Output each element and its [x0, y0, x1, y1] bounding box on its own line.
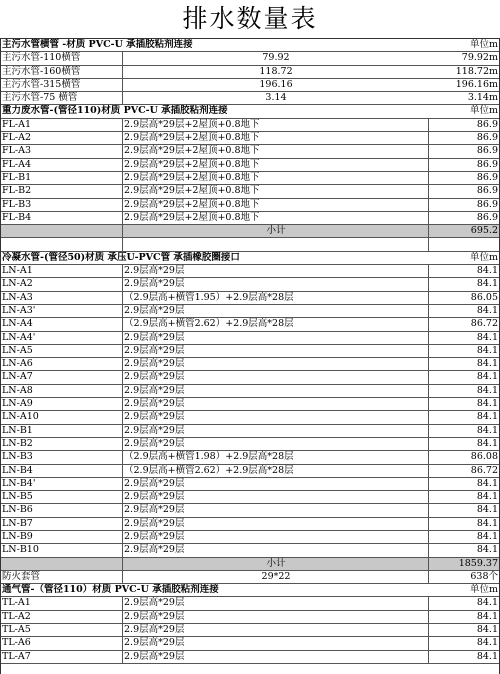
formula-cell: 2.9层高*29层	[124, 411, 185, 423]
table-row[interactable]	[0, 305, 500, 318]
quantity-cell: 3.14m	[467, 92, 498, 104]
column-divider	[428, 597, 429, 609]
column-divider	[428, 318, 429, 330]
section-title: 通气管-（管径110）材质 PVC-U 承插胶粘剂连接	[2, 584, 219, 596]
formula-cell: 2.9层高*29层+2屋顶+0.8地下	[124, 145, 260, 157]
extra-row[interactable]	[0, 571, 500, 584]
item-code: LN-B1	[2, 424, 33, 436]
table-row[interactable]	[0, 611, 500, 624]
quantity-cell: 84.1	[476, 650, 498, 662]
table-row[interactable]	[0, 438, 500, 451]
column-divider	[122, 265, 123, 277]
column-divider	[428, 637, 429, 649]
column-divider	[122, 92, 123, 104]
unit-label: 单位m	[469, 39, 498, 50]
quantity-cell: 118.72m	[455, 65, 498, 77]
column-divider	[122, 292, 123, 304]
item-code: FL-A4	[2, 158, 32, 170]
section-header[interactable]	[0, 252, 500, 265]
column-divider	[428, 358, 429, 370]
item-code: FL-B1	[2, 171, 32, 183]
column-divider	[122, 212, 123, 224]
quantity-cell: 84.1	[476, 265, 498, 277]
column-divider	[428, 145, 429, 157]
table-row[interactable]	[0, 92, 500, 105]
table-row[interactable]	[0, 119, 500, 132]
column-divider	[122, 278, 123, 290]
item-code: TL-A7	[2, 650, 31, 662]
quantity-cell: 84.1	[476, 477, 498, 489]
column-divider	[122, 358, 123, 370]
formula-cell: （2.9层高+横管2.62）+2.9层高*28层	[124, 318, 294, 330]
page-title: 排水数量表	[0, 0, 500, 39]
formula-cell: 2.9层高*29层	[124, 491, 185, 503]
table-row[interactable]	[0, 518, 500, 531]
item-code: TL-A6	[2, 637, 31, 649]
column-divider	[428, 624, 429, 636]
item-code: FL-B3	[2, 198, 32, 210]
quantity-cell: 86.9	[476, 132, 498, 144]
table-row[interactable]	[0, 292, 500, 305]
column-divider	[428, 132, 429, 144]
quantity-cell: 86.9	[476, 185, 498, 197]
unit-label: 单位m	[469, 584, 498, 596]
table-row[interactable]	[0, 491, 500, 504]
table-row[interactable]	[0, 371, 500, 384]
column-divider	[122, 66, 123, 78]
table-row[interactable]	[0, 385, 500, 398]
table-row[interactable]	[0, 478, 500, 491]
table-row[interactable]	[0, 265, 500, 278]
table-row[interactable]	[0, 597, 500, 610]
item-code: FL-A2	[2, 132, 32, 144]
item-code: 主污水管-75 横管	[2, 92, 78, 104]
column-divider	[122, 318, 123, 330]
item-code: 主污水管-160横管	[2, 65, 81, 77]
column-divider	[122, 637, 123, 649]
column-divider	[122, 465, 123, 477]
quantity-cell: 84.1	[476, 424, 498, 436]
table-row[interactable]	[0, 278, 500, 291]
column-divider	[428, 491, 429, 503]
section-header[interactable]	[0, 105, 500, 118]
column-divider	[428, 332, 429, 344]
column-divider	[122, 79, 123, 91]
table-row[interactable]	[0, 504, 500, 517]
subtotal-row[interactable]	[0, 558, 500, 571]
item-code: LN-B3	[2, 451, 33, 463]
table-row[interactable]	[0, 544, 500, 557]
table-row[interactable]	[0, 651, 500, 664]
column-divider	[122, 345, 123, 357]
item-code: LN-A4'	[2, 331, 36, 343]
column-divider	[428, 305, 429, 317]
column-divider	[428, 238, 429, 250]
column-divider	[122, 558, 123, 570]
formula-cell: 2.9层高*29层	[124, 477, 185, 489]
table-row[interactable]	[0, 52, 500, 65]
quantity-cell: 86.08	[470, 451, 498, 463]
quantity-cell: 84.1	[476, 530, 498, 542]
item-code: TL-A5	[2, 624, 31, 636]
quantity-cell: 86.9	[476, 198, 498, 210]
column-divider	[428, 518, 429, 530]
column-divider	[428, 504, 429, 516]
formula-cell: （2.9层高+横管1.98）+2.9层高*28层	[124, 451, 294, 463]
table-row[interactable]	[0, 425, 500, 438]
table-row[interactable]	[0, 172, 500, 185]
quantity-cell: 84.1	[476, 398, 498, 410]
item-code: LN-B4'	[2, 477, 36, 489]
item-code: 主污水管-110横管	[2, 52, 81, 64]
column-divider	[428, 371, 429, 383]
column-divider	[428, 478, 429, 490]
column-divider	[122, 185, 123, 197]
formula-cell: 2.9层高*29层+2屋顶+0.8地下	[124, 132, 260, 144]
column-divider	[428, 451, 429, 463]
quantity-cell: 84.1	[476, 411, 498, 423]
formula-cell: 2.9层高*29层	[124, 517, 185, 529]
quantity-table	[0, 39, 500, 664]
column-divider	[122, 544, 123, 556]
item-code: FL-A3	[2, 145, 32, 157]
column-divider	[428, 465, 429, 477]
column-divider	[122, 225, 123, 237]
item-code: LN-A4	[2, 318, 33, 330]
table-row[interactable]	[0, 159, 500, 172]
item-code: LN-A5	[2, 344, 33, 356]
column-divider	[428, 172, 429, 184]
column-divider	[122, 451, 123, 463]
formula-cell: 2.9层高*29层	[124, 424, 185, 436]
column-divider	[122, 571, 123, 583]
formula-cell: 2.9层高*29层	[124, 544, 185, 556]
table-row[interactable]	[0, 318, 500, 331]
formula-cell: 2.9层高*29层	[124, 371, 185, 383]
item-code: LN-B7	[2, 517, 33, 529]
table-row[interactable]	[0, 451, 500, 464]
quantity-cell: 84.1	[476, 517, 498, 529]
column-divider	[428, 611, 429, 623]
formula-cell: 2.9层高*29层	[124, 265, 185, 277]
column-divider	[428, 345, 429, 357]
column-divider	[122, 132, 123, 144]
section-title: 主污水管横管 -材质 PVC-U 承插胶粘剂连接	[2, 39, 193, 50]
column-divider	[428, 531, 429, 543]
formula-cell: 2.9层高*29层+2屋顶+0.8地下	[124, 211, 260, 223]
column-divider	[428, 292, 429, 304]
formula-cell: 79.92	[262, 52, 290, 64]
column-divider	[122, 119, 123, 131]
formula-cell: 2.9层高*29层	[124, 398, 185, 410]
column-divider	[122, 145, 123, 157]
table-row[interactable]	[0, 398, 500, 411]
item-code: LN-B6	[2, 504, 33, 516]
table-row[interactable]	[0, 411, 500, 424]
unit-label: 单位m	[469, 251, 498, 263]
extra-formula: 29*22	[261, 570, 291, 582]
item-code: LN-A9	[2, 398, 33, 410]
formula-cell: 2.9层高*29层	[124, 624, 185, 636]
subtotal-value: 1859.37	[458, 557, 498, 569]
column-divider	[428, 185, 429, 197]
quantity-cell: 86.9	[476, 145, 498, 157]
extra-label: 防火套管	[2, 570, 41, 582]
column-divider	[122, 518, 123, 530]
quantity-cell: 84.1	[476, 624, 498, 636]
formula-cell: （2.9层高+横管1.95）+2.9层高*28层	[124, 291, 294, 303]
column-divider	[428, 571, 429, 583]
quantity-cell: 86.72	[470, 318, 498, 330]
item-code: FL-B4	[2, 211, 32, 223]
formula-cell: 2.9层高*29层	[124, 650, 185, 662]
formula-cell: 118.72	[259, 65, 293, 77]
column-divider	[428, 398, 429, 410]
table-row[interactable]	[0, 332, 500, 345]
quantity-cell: 86.9	[476, 118, 498, 130]
extra-value: 638个	[470, 570, 498, 582]
table-row[interactable]	[0, 79, 500, 92]
column-divider	[122, 385, 123, 397]
column-divider	[428, 544, 429, 556]
item-code: LN-A6	[2, 358, 33, 370]
formula-cell: 2.9层高*29层	[124, 530, 185, 542]
table-row[interactable]	[0, 465, 500, 478]
item-code: FL-B2	[2, 185, 32, 197]
section-header[interactable]	[0, 584, 500, 597]
formula-cell: 2.9层高*29层	[124, 437, 185, 449]
item-code: TL-A2	[2, 610, 31, 622]
item-code: LN-A7	[2, 371, 33, 383]
subtotal-label: 小计	[266, 225, 286, 237]
formula-cell: 3.14	[265, 92, 287, 104]
blank-row[interactable]	[0, 238, 500, 251]
table-row[interactable]	[0, 531, 500, 544]
formula-cell: 2.9层高*29层+2屋顶+0.8地下	[124, 158, 260, 170]
table-row[interactable]	[0, 145, 500, 158]
formula-cell: 2.9层高*29层	[124, 358, 185, 370]
item-code: 主污水管-315横管	[2, 78, 81, 90]
quantity-cell: 84.1	[476, 371, 498, 383]
quantity-cell: 86.9	[476, 158, 498, 170]
quantity-cell: 84.1	[476, 331, 498, 343]
formula-cell: 2.9层高*29层+2屋顶+0.8地下	[124, 118, 260, 130]
table-row[interactable]	[0, 358, 500, 371]
table-row[interactable]	[0, 624, 500, 637]
formula-cell: 196.16	[259, 78, 293, 90]
item-code: LN-B9	[2, 530, 33, 542]
column-divider	[122, 52, 123, 64]
quantity-cell: 84.1	[476, 304, 498, 316]
quantity-cell: 84.1	[476, 544, 498, 556]
section-title: 冷凝水管-(管径50)材质 承压U-PVC管 承插橡胶圈接口	[2, 251, 240, 263]
column-divider	[122, 611, 123, 623]
formula-cell: 2.9层高*29层+2屋顶+0.8地下	[124, 185, 260, 197]
quantity-cell: 86.72	[470, 464, 498, 476]
quantity-cell: 84.1	[476, 278, 498, 290]
table-row[interactable]	[0, 199, 500, 212]
table-row[interactable]	[0, 637, 500, 650]
item-code: TL-A1	[2, 597, 31, 609]
item-code: LN-B10	[2, 544, 39, 556]
item-code: LN-A10	[2, 411, 39, 423]
item-code: FL-A1	[2, 118, 32, 130]
column-divider	[428, 212, 429, 224]
subtotal-row[interactable]	[0, 225, 500, 238]
quantity-cell: 86.9	[476, 211, 498, 223]
table-row[interactable]	[0, 66, 500, 79]
formula-cell: 2.9层高*29层	[124, 331, 185, 343]
quantity-cell: 86.05	[470, 291, 498, 303]
subtotal-label: 小计	[266, 557, 286, 569]
column-divider	[122, 411, 123, 423]
formula-cell: 2.9层高*29层	[124, 304, 185, 316]
table-row[interactable]	[0, 345, 500, 358]
section-title: 重力废水管-(管径110)材质 PVC-U 承插胶粘剂连接	[2, 105, 228, 117]
formula-cell: 2.9层高*29层+2屋顶+0.8地下	[124, 171, 260, 183]
item-code: LN-A8	[2, 384, 33, 396]
quantity-cell: 84.1	[476, 597, 498, 609]
column-divider	[122, 159, 123, 171]
column-divider	[428, 199, 429, 211]
formula-cell: 2.9层高*29层	[124, 504, 185, 516]
table-row[interactable]	[0, 132, 500, 145]
column-divider	[122, 425, 123, 437]
column-divider	[122, 504, 123, 516]
column-divider	[428, 278, 429, 290]
column-divider	[122, 305, 123, 317]
quantity-cell: 84.1	[476, 344, 498, 356]
column-divider	[122, 438, 123, 450]
column-divider	[428, 411, 429, 423]
column-divider	[122, 651, 123, 663]
column-divider	[122, 531, 123, 543]
formula-cell: 2.9层高*29层	[124, 610, 185, 622]
item-code: LN-A1	[2, 265, 33, 277]
quantity-cell: 196.16m	[455, 78, 498, 90]
quantity-cell: 84.1	[476, 610, 498, 622]
column-divider	[122, 238, 123, 250]
column-divider	[428, 385, 429, 397]
column-divider	[428, 225, 429, 237]
formula-cell: 2.9层高*29层	[124, 344, 185, 356]
unit-label: 单位m	[469, 105, 498, 117]
quantity-cell: 84.1	[476, 437, 498, 449]
column-divider	[428, 265, 429, 277]
item-code: LN-B2	[2, 437, 33, 449]
column-divider	[428, 425, 429, 437]
item-code: LN-A2	[2, 278, 33, 290]
formula-cell: 2.9层高*29层+2屋顶+0.8地下	[124, 198, 260, 210]
formula-cell: 2.9层高*29层	[124, 278, 185, 290]
subtotal-value: 695.2	[470, 225, 498, 237]
column-divider	[428, 438, 429, 450]
item-code: LN-B4	[2, 464, 33, 476]
item-code: LN-B5	[2, 491, 33, 503]
item-code: LN-A3	[2, 291, 33, 303]
quantity-cell: 84.1	[476, 358, 498, 370]
table-row[interactable]	[0, 185, 500, 198]
column-divider	[122, 624, 123, 636]
column-divider	[428, 651, 429, 663]
column-divider	[122, 172, 123, 184]
item-code: LN-A3'	[2, 304, 36, 316]
quantity-cell: 84.1	[476, 491, 498, 503]
table-row[interactable]	[0, 212, 500, 225]
formula-cell: 2.9层高*29层	[124, 637, 185, 649]
formula-cell: 2.9层高*29层	[124, 597, 185, 609]
quantity-cell: 79.92m	[461, 52, 498, 64]
column-divider	[122, 199, 123, 211]
column-divider	[122, 597, 123, 609]
formula-cell: （2.9层高+横管2.62）+2.9层高*28层	[124, 464, 294, 476]
column-divider	[122, 478, 123, 490]
column-divider	[122, 332, 123, 344]
column-divider	[428, 119, 429, 131]
quantity-cell: 84.1	[476, 637, 498, 649]
quantity-cell: 84.1	[476, 384, 498, 396]
section-header[interactable]	[0, 39, 500, 52]
column-divider	[428, 558, 429, 570]
column-divider	[428, 159, 429, 171]
column-divider	[122, 491, 123, 503]
column-divider	[122, 398, 123, 410]
quantity-cell: 86.9	[476, 171, 498, 183]
column-divider	[122, 371, 123, 383]
formula-cell: 2.9层高*29层	[124, 384, 185, 396]
quantity-cell: 84.1	[476, 504, 498, 516]
